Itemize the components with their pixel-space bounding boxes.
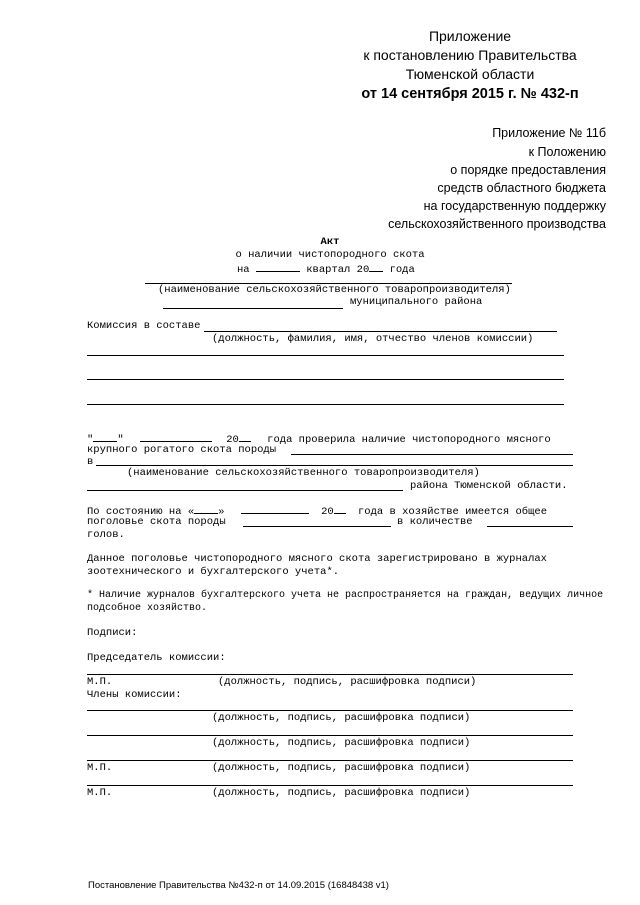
state-year-prefix: 20 bbox=[321, 506, 334, 518]
checked-text: года проверила наличие чистопородного мясного bbox=[267, 434, 551, 446]
quarter-year-blank[interactable] bbox=[369, 261, 383, 272]
header-line-3: Тюменской области bbox=[405, 66, 535, 82]
mp-3: М.П. bbox=[87, 787, 113, 799]
member-sign-line-4[interactable] bbox=[87, 785, 573, 786]
state-post: года в хозяйстве имеется общее bbox=[357, 506, 548, 518]
qty-line[interactable] bbox=[487, 526, 573, 527]
header-line-2: к постановлению Правительства bbox=[363, 47, 577, 63]
region-suffix: района Тюменской области. bbox=[410, 480, 568, 492]
header-line-1: Приложение bbox=[428, 28, 512, 44]
state-close: » bbox=[218, 506, 225, 518]
date-month-blank[interactable] bbox=[140, 431, 212, 442]
sign-caption-5: (должность, подпись, расшифровка подписи) bbox=[212, 787, 471, 799]
quarter-pre: на bbox=[237, 264, 250, 276]
member-sign-line-3[interactable] bbox=[87, 760, 573, 761]
act-subtitle: о наличии чистопородного скота bbox=[235, 249, 425, 261]
chairman-label: Председатель комиссии: bbox=[87, 652, 226, 664]
footnote-line-2: подсобное хозяйство. bbox=[87, 603, 208, 614]
member-sign-line-1[interactable] bbox=[87, 710, 573, 711]
state-pre: По состоянию на « bbox=[87, 506, 195, 518]
footer-decree-ref: Постановление Правительства №432-п от 14.09.2015 (16848438 v1) bbox=[88, 880, 389, 891]
sign-caption-4: (должность, подпись, расшифровка подписи) bbox=[212, 762, 471, 774]
commission-line-2[interactable] bbox=[87, 355, 564, 356]
district-suffix: муниципального района bbox=[350, 296, 483, 308]
quarter-post: года bbox=[389, 264, 415, 276]
members-label: Члены комиссии: bbox=[87, 689, 182, 701]
heads-text: голов. bbox=[87, 529, 125, 541]
signatures-label: Подписи: bbox=[87, 627, 138, 639]
quarter-mid: квартал 20 bbox=[306, 264, 370, 276]
registered-line-1: Данное поголовье чистопородного мясного скота зарегистрировано в журналах bbox=[87, 553, 547, 565]
producer-caption: (наименование сельскохозяйственного товаропроизводителя) bbox=[158, 284, 511, 296]
commission-line[interactable] bbox=[204, 331, 557, 332]
mp-1: М.П. bbox=[87, 676, 113, 688]
region-line[interactable] bbox=[87, 490, 403, 491]
commission-label: Комиссия в составе bbox=[87, 320, 201, 332]
sign-caption-2: (должность, подпись, расшифровка подписи) bbox=[212, 712, 471, 724]
quarter-blank[interactable] bbox=[256, 261, 300, 272]
sign-caption-1: (должность, подпись, расшифровка подписи) bbox=[218, 676, 477, 688]
subheader-line-1: Приложение № 11б bbox=[492, 126, 606, 140]
commission-caption: (должность, фамилия, имя, отчество членов комиссии) bbox=[212, 333, 534, 345]
district-line[interactable] bbox=[163, 308, 343, 309]
member-sign-line-2[interactable] bbox=[87, 735, 573, 736]
breed-line[interactable] bbox=[291, 454, 573, 455]
commission-line-4[interactable] bbox=[87, 404, 564, 405]
in-line[interactable] bbox=[96, 465, 573, 466]
sign-caption-3: (должность, подпись, расшифровка подписи) bbox=[212, 737, 471, 749]
header-decree-date: от 14 сентября 2015 г. № 432-п bbox=[361, 86, 579, 102]
herd-text: поголовье скота породы bbox=[87, 516, 226, 528]
producer-caption-2: (наименование сельскохозяйственного товаропроизводителя) bbox=[127, 467, 480, 479]
qty-text: в количестве bbox=[397, 516, 473, 528]
registered-line-2: зоотехнического и бухгалтерского учета*. bbox=[87, 566, 340, 578]
subheader-line-2: к Положению bbox=[528, 145, 606, 159]
date-year-prefix: 20 bbox=[226, 434, 239, 446]
herd-breed-line[interactable] bbox=[243, 526, 391, 527]
chairman-sign-line[interactable] bbox=[87, 674, 573, 675]
subheader-line-6: сельскохозяйственного производства bbox=[388, 217, 606, 231]
date-open-quote: " bbox=[87, 434, 94, 446]
subheader-line-5: на государственную поддержку bbox=[423, 199, 606, 213]
act-title: Акт bbox=[320, 236, 340, 248]
state-year-blank[interactable] bbox=[334, 503, 346, 514]
subheader-line-4: средств областного бюджета bbox=[437, 181, 606, 195]
date-day-blank[interactable] bbox=[93, 431, 117, 442]
state-day-blank[interactable] bbox=[194, 503, 218, 514]
breed-text: крупного рогатого скота породы bbox=[87, 444, 277, 456]
mp-2: М.П. bbox=[87, 762, 113, 774]
quarter-line bbox=[237, 261, 415, 276]
state-month-blank[interactable] bbox=[241, 503, 309, 514]
in-prefix: в bbox=[87, 456, 94, 468]
footnote-line-1: * Наличие журналов бухгалтерского учета не распространяется на граждан, ведущих личное bbox=[87, 590, 604, 601]
commission-line-3[interactable] bbox=[87, 379, 564, 380]
date-year-blank[interactable] bbox=[239, 431, 251, 442]
subheader-line-3: о порядке предоставления bbox=[450, 163, 606, 177]
date-close-quote: " bbox=[117, 434, 124, 446]
